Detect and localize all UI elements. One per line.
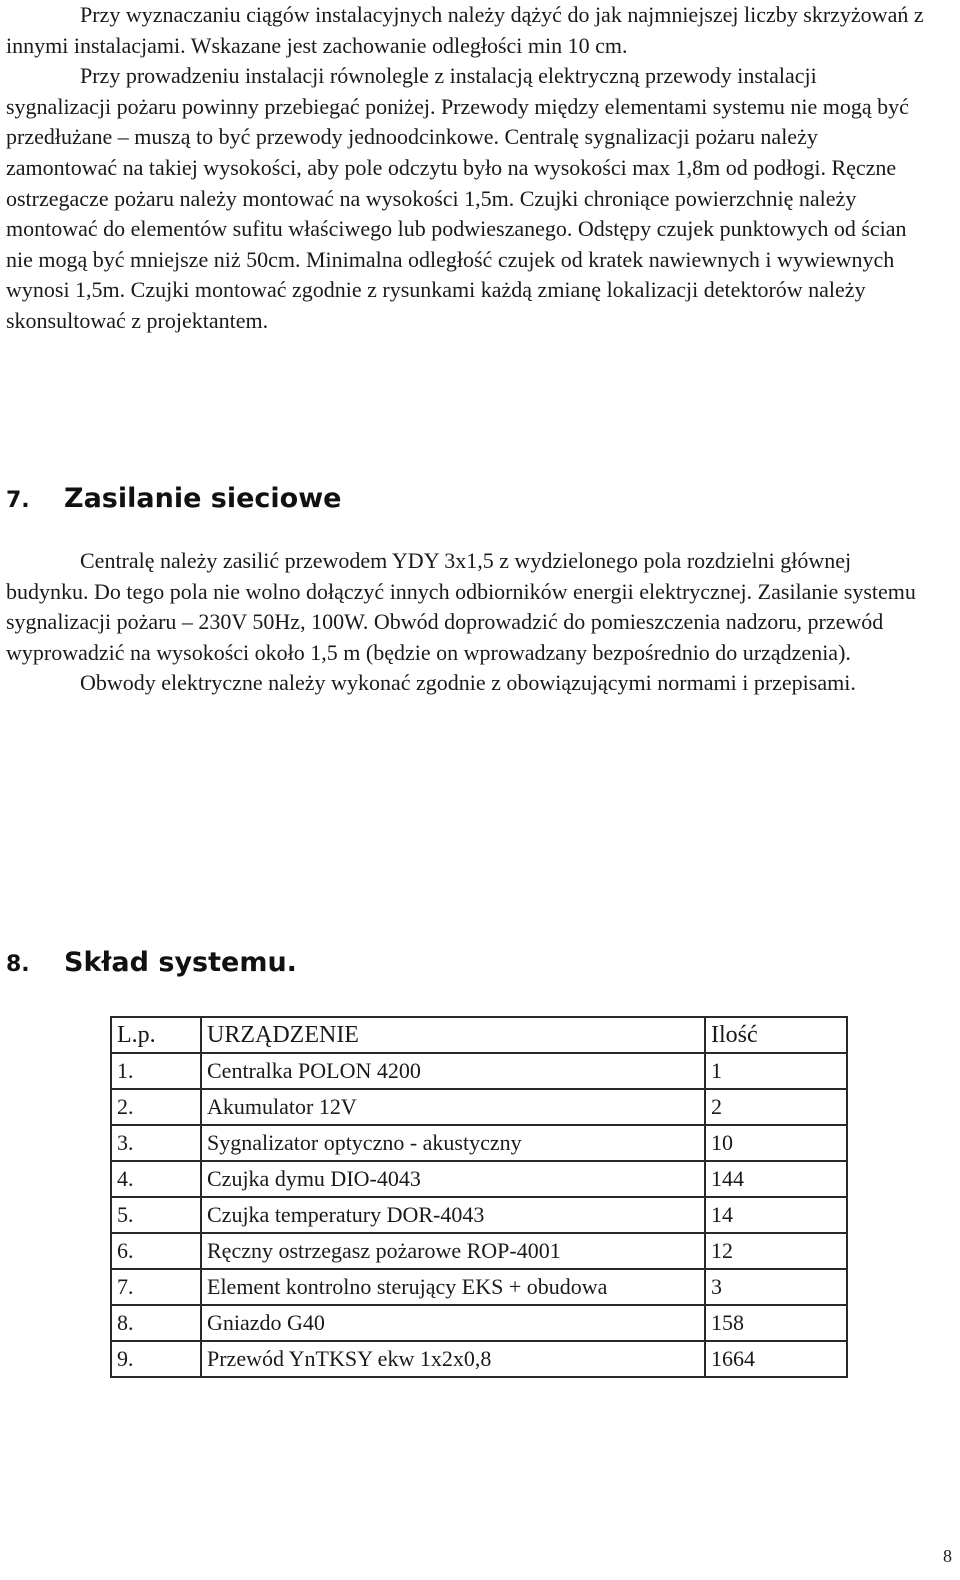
table-row [111,1269,847,1305]
row-qty: 1 [705,1053,847,1089]
section-8-title: Skład systemu. [64,947,297,978]
row-lp: 2. [111,1089,201,1125]
row-device: Sygnalizator optyczno - akustyczny [201,1125,705,1161]
row-qty: 158 [705,1305,847,1341]
table-row [111,1305,847,1341]
header-qty: Ilość [705,1017,847,1053]
section-7-para-1: Centralę należy zasilić przewodem YDY 3x1,5 z wydzielonego pola rozdzielni głównej budynku. Do tego pola nie wolno dołączyć innych odbiorników energii elektrycznej. Zasilanie systemu sygnalizacji pożaru – 230V 50Hz, 100W. Obwód doprowadzić do pomieszczenia nadzoru, przewód wyprowadzić na wysokości około 1,5 m (będzie on wprowadzany bezpośrednio do urządzenia). [6,548,916,665]
system-composition-table [110,1016,848,1378]
row-lp: 1. [111,1053,201,1089]
section-7-number: 7. [6,488,30,513]
section-8-number: 8. [6,952,30,977]
row-lp: 5. [111,1197,201,1233]
table-row [111,1125,847,1161]
section-7-para-2: Obwody elektryczne należy wykonać zgodnie z obowiązującymi normami i przepisami. [80,670,856,696]
header-device: URZĄDZENIE [201,1017,705,1053]
section-8-heading [6,946,297,982]
table-row [111,1161,847,1197]
table-header-row [111,1017,847,1053]
intro-line-2: Przy prowadzeniu instalacji równolegle z instalacją elektryczną przewody instalacji sygnalizacji pożaru powinny przebiegać poniżej. Przewody między elementami systemu nie mogą być przedłużane – muszą to być przewody jednoodcinkowe. Centralę sygnalizacji pożaru należy zamontować na takiej wysokości, aby pole odczytu było na wysokości max 1,8m od podłogi. Ręczne ostrzegacze pożaru należy montować na wysokości 1,5m. Czujki chroniące powierzchnię należy montować do elementów sufitu właściwego lub podwieszanego. Odstępy czujek punktowych od ścian nie mogą być mniejsze niż 50cm. Minimalna odległość czujek od kratek nawiewnych i wywiewnych wynosi 1,5m. Czujki montować zgodnie z rysunkami każdą zmianę lokalizacji detektorów należy skonsultować z projektantem. [6,63,909,333]
intro-line-1: Przy wyznaczaniu ciągów instalacyjnych należy dążyć do jak najmniejszej liczby skrzyżowań z innymi instalacjami. Wskazane jest zachowanie odległości min 10 cm. [6,2,924,58]
table-row [111,1233,847,1269]
row-device: Przewód YnTKSY ekw 1x2x0,8 [201,1341,705,1377]
row-lp: 7. [111,1269,201,1305]
row-qty: 12 [705,1233,847,1269]
header-lp: L.p. [111,1017,201,1053]
row-qty: 1664 [705,1341,847,1377]
table-row [111,1197,847,1233]
row-lp: 8. [111,1305,201,1341]
table-row [111,1341,847,1377]
row-device: Akumulator 12V [201,1089,705,1125]
row-lp: 6. [111,1233,201,1269]
row-qty: 144 [705,1161,847,1197]
row-qty: 3 [705,1269,847,1305]
row-device: Gniazdo G40 [201,1305,705,1341]
row-device: Element kontrolno sterujący EKS + obudowa [201,1269,705,1305]
section-7-heading [6,482,342,518]
row-qty: 10 [705,1125,847,1161]
intro-paragraph [6,0,924,337]
row-device: Ręczny ostrzegasz pożarowe ROP-4001 [201,1233,705,1269]
row-device: Czujka temperatury DOR-4043 [201,1197,705,1233]
row-device: Centralka POLON 4200 [201,1053,705,1089]
row-device: Czujka dymu DIO-4043 [201,1161,705,1197]
section-7-paragraph [6,546,924,699]
row-qty: 2 [705,1089,847,1125]
row-lp: 3. [111,1125,201,1161]
row-lp: 4. [111,1161,201,1197]
section-7-title: Zasilanie sieciowe [64,483,342,514]
row-qty: 14 [705,1197,847,1233]
table-row [111,1089,847,1125]
row-lp: 9. [111,1341,201,1377]
table-row [111,1053,847,1089]
page-number: 8 [943,1546,952,1566]
